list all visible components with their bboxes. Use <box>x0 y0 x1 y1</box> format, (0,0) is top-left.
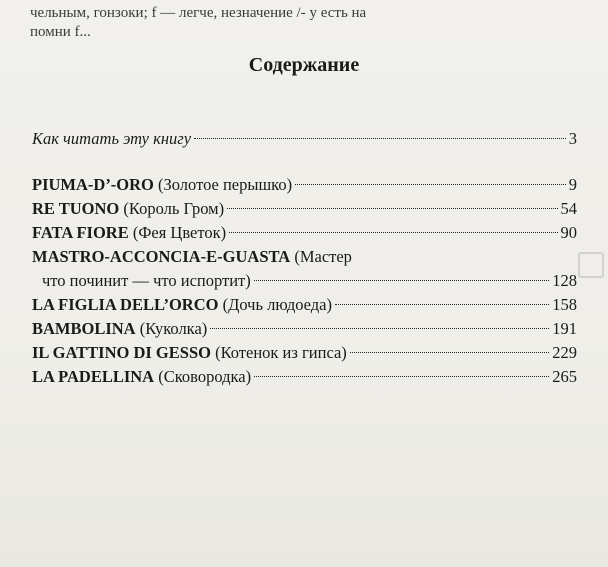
leader-dots <box>210 328 549 329</box>
toc-entry-title: LA PADELLINA (Сковородка) <box>32 367 252 386</box>
toc-page-number: 229 <box>552 343 577 362</box>
toc-entry-title: MASTRO-ACCONCIA-E-GUASTA (Мастер <box>32 247 352 266</box>
toc-entry-title: RE TUONO (Король Гром) <box>32 199 225 218</box>
leader-dots <box>229 232 557 233</box>
toc-entry-title: PIUMA-D’-ORO (Золотое перышко) <box>32 175 293 194</box>
toc-entry[interactable] <box>32 197 577 221</box>
leader-dots <box>350 352 549 353</box>
leader-dots <box>227 208 557 209</box>
toc-entry-title: IL GATTINO DI GESSO (Котенок из гипса) <box>32 343 347 362</box>
top-line: чельным, гонзоки; f — легче, незначение /- у есть на <box>30 5 367 21</box>
toc-entry-title: LA FIGLIA DELL’ORCO (Дочь людоеда) <box>32 295 332 314</box>
toc-entry[interactable] <box>32 317 577 341</box>
leader-dots <box>254 280 550 281</box>
toc-entry[interactable] <box>32 341 577 365</box>
toc-entry-continuation[interactable] <box>32 269 577 293</box>
toc-entry[interactable] <box>32 365 577 389</box>
toc-page-number: 191 <box>552 319 577 338</box>
toc-page-number: 158 <box>552 295 577 314</box>
toc-page-number: 54 <box>560 199 577 218</box>
leader-dots <box>194 138 566 139</box>
leader-dots <box>254 376 549 377</box>
bleed-through-box <box>578 252 604 278</box>
top-line: помни f... <box>30 24 91 40</box>
toc-entry-intro[interactable] <box>32 127 577 151</box>
toc-entry[interactable] <box>32 245 577 269</box>
table-of-contents <box>32 127 577 389</box>
toc-page-number: 9 <box>568 175 577 194</box>
toc-entry-title: Как читать эту книгу <box>32 129 192 148</box>
leader-dots <box>335 304 549 305</box>
toc-entry-title-cont: что починит — что испортит) <box>42 271 251 290</box>
toc-page-number: 90 <box>560 223 577 242</box>
toc-title: Содержание <box>248 54 360 76</box>
page-top-text <box>30 4 575 42</box>
toc-entry[interactable] <box>32 221 577 245</box>
toc-entry-title: BAMBOLINA (Куколка) <box>32 319 208 338</box>
toc-page-number: 3 <box>568 129 577 148</box>
toc-entry[interactable] <box>32 173 577 197</box>
toc-page-number: 265 <box>552 367 577 386</box>
leader-dots <box>295 184 566 185</box>
toc-entry[interactable] <box>32 293 577 317</box>
toc-entry-title: FATA FIORE (Фея Цветок) <box>32 223 227 242</box>
toc-page-number: 128 <box>552 271 577 290</box>
